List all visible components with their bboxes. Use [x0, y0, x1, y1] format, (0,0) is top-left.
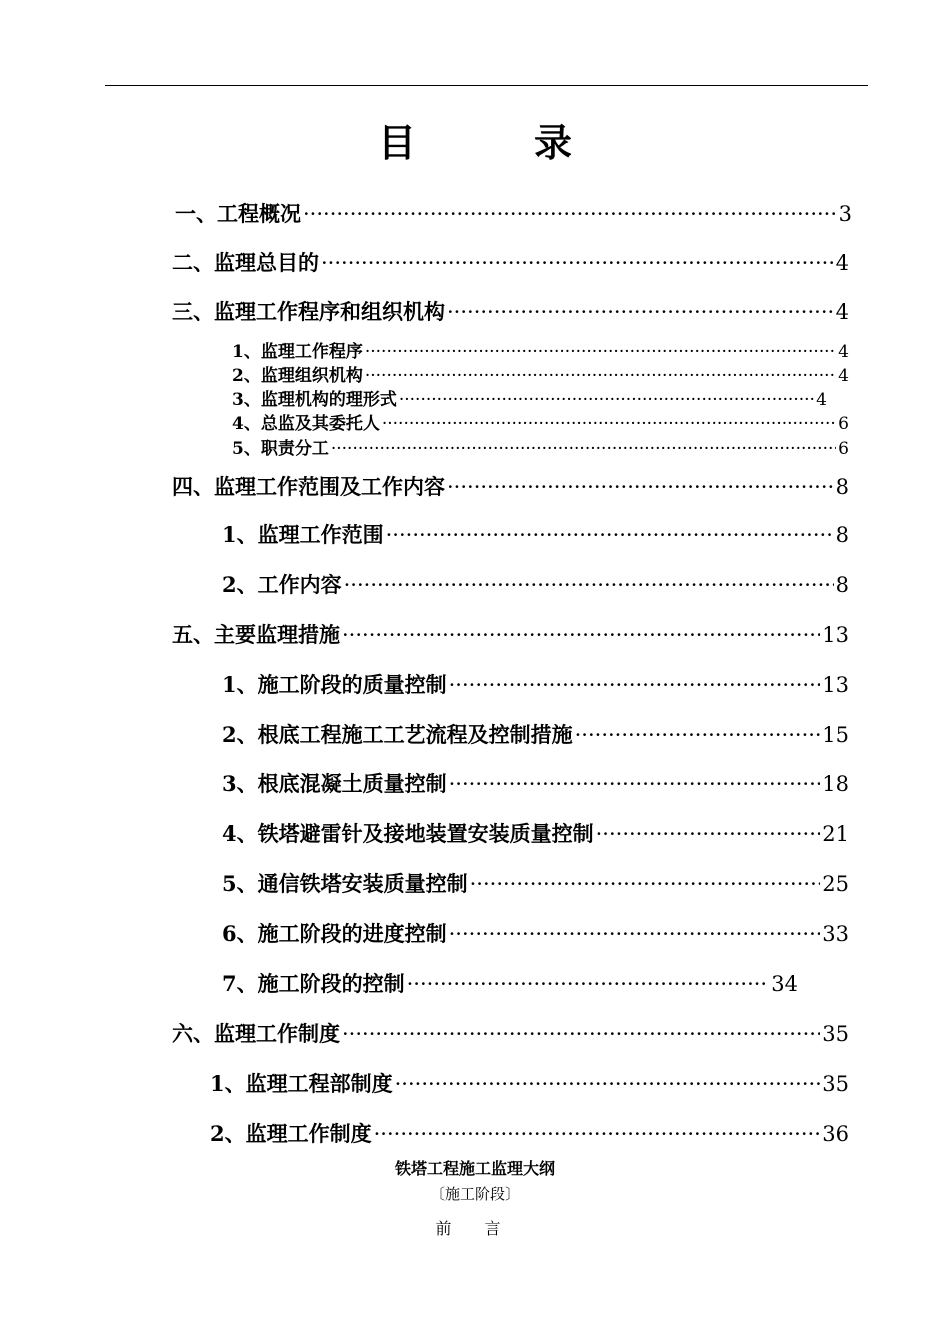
toc-entry[interactable]	[222, 719, 849, 749]
toc-entry-page: 36	[822, 1122, 849, 1146]
toc-entry[interactable]	[232, 385, 827, 410]
toc-entry[interactable]	[222, 669, 849, 699]
toc-entry-page: 3	[838, 202, 852, 226]
toc-entry-page: 25	[822, 872, 849, 896]
toc-entry-page: 35	[822, 1022, 849, 1046]
toc-entry[interactable]	[210, 1118, 849, 1148]
toc-entry-page: 33	[822, 922, 849, 946]
toc-entry-label: 5、通信铁塔安装质量控制	[222, 871, 468, 896]
toc-entry-label: 2、监理工作制度	[210, 1121, 372, 1146]
toc-entry-label: 1、施工阶段的质量控制	[222, 672, 447, 697]
toc-entry-label: 二、监理总目的	[172, 250, 319, 275]
toc-entry-label: 6、施工阶段的进度控制	[222, 921, 447, 946]
toc-entry-label: 4、铁塔避雷针及接地装置安装质量控制	[222, 821, 594, 846]
toc-entry-page: 8	[835, 573, 849, 597]
toc-entry-label: 1、监理工作范围	[222, 522, 384, 547]
toc-entry-label: 3、根底混凝土质量控制	[222, 771, 447, 796]
toc-entry-label: 1、监理工作程序	[232, 342, 363, 362]
toc-entry-page: 13	[822, 673, 849, 697]
toc-entry[interactable]	[172, 296, 849, 326]
toc-entry-label: 三、监理工作程序和组织机构	[172, 299, 445, 324]
toc-entry-page: 15	[822, 723, 849, 747]
toc-entry[interactable]	[172, 619, 849, 649]
toc-entry-label: 六、监理工作制度	[172, 1021, 340, 1046]
toc-entry[interactable]	[232, 337, 849, 362]
document-stage: 〔施工阶段〕	[429, 1185, 520, 1203]
toc-entry-page: 35	[822, 1072, 849, 1096]
toc-entry-label: 4、总监及其委托人	[232, 414, 380, 434]
toc-title: 目 录	[377, 120, 612, 165]
toc-entry[interactable]	[172, 471, 849, 501]
toc-entry-page: 8	[835, 475, 849, 499]
toc-entry-label: 五、主要监理措施	[172, 622, 340, 647]
toc-entry-page: 4	[838, 342, 849, 362]
toc-entry[interactable]	[222, 968, 798, 998]
toc-entry-label: 四、监理工作范围及工作内容	[172, 474, 445, 499]
toc-entry[interactable]	[175, 198, 852, 228]
toc-entry-page: 8	[835, 523, 849, 547]
toc-entry-page: 4	[835, 300, 849, 324]
toc-entry[interactable]	[222, 868, 849, 898]
toc-entry-page: 18	[822, 772, 849, 796]
toc-entry-page: 34	[771, 972, 798, 996]
toc-entry-label: 2、工作内容	[222, 572, 342, 597]
toc-entry-page: 6	[838, 439, 849, 459]
toc-entry-label: 1、监理工程部制度	[210, 1071, 393, 1096]
toc-entry-page: 4	[816, 390, 827, 410]
preface-heading: 前 言	[435, 1219, 515, 1238]
toc-entry[interactable]	[232, 434, 849, 459]
toc-entry-label: 5、职责分工	[232, 439, 329, 459]
toc-entry[interactable]	[172, 1018, 849, 1048]
toc-entry[interactable]	[222, 569, 849, 599]
toc-entry-page: 21	[822, 822, 849, 846]
toc-entry-page: 6	[838, 414, 849, 434]
toc-entry-label: 3、监理机构的理形式	[232, 390, 397, 410]
toc-entry[interactable]	[222, 918, 849, 948]
toc-entry[interactable]	[222, 519, 849, 549]
document-title: 铁塔工程施工监理大纲	[394, 1159, 555, 1178]
toc-entry-label: 一、工程概况	[175, 201, 301, 226]
toc-entry[interactable]	[232, 409, 849, 434]
toc-entry[interactable]	[232, 361, 849, 386]
toc-entry-page: 4	[838, 366, 849, 386]
toc-entry[interactable]	[222, 818, 849, 848]
toc-entry-label: 2、根底工程施工工艺流程及控制措施	[222, 722, 573, 747]
toc-entry-label: 7、施工阶段的控制	[222, 971, 405, 996]
toc-entry-label: 2、监理组织机构	[232, 366, 363, 386]
toc-entry-page: 13	[822, 623, 849, 647]
toc-entry[interactable]	[172, 247, 849, 277]
toc-entry-page: 4	[835, 251, 849, 275]
toc-entry[interactable]	[210, 1068, 849, 1098]
toc-entry[interactable]	[222, 768, 849, 798]
